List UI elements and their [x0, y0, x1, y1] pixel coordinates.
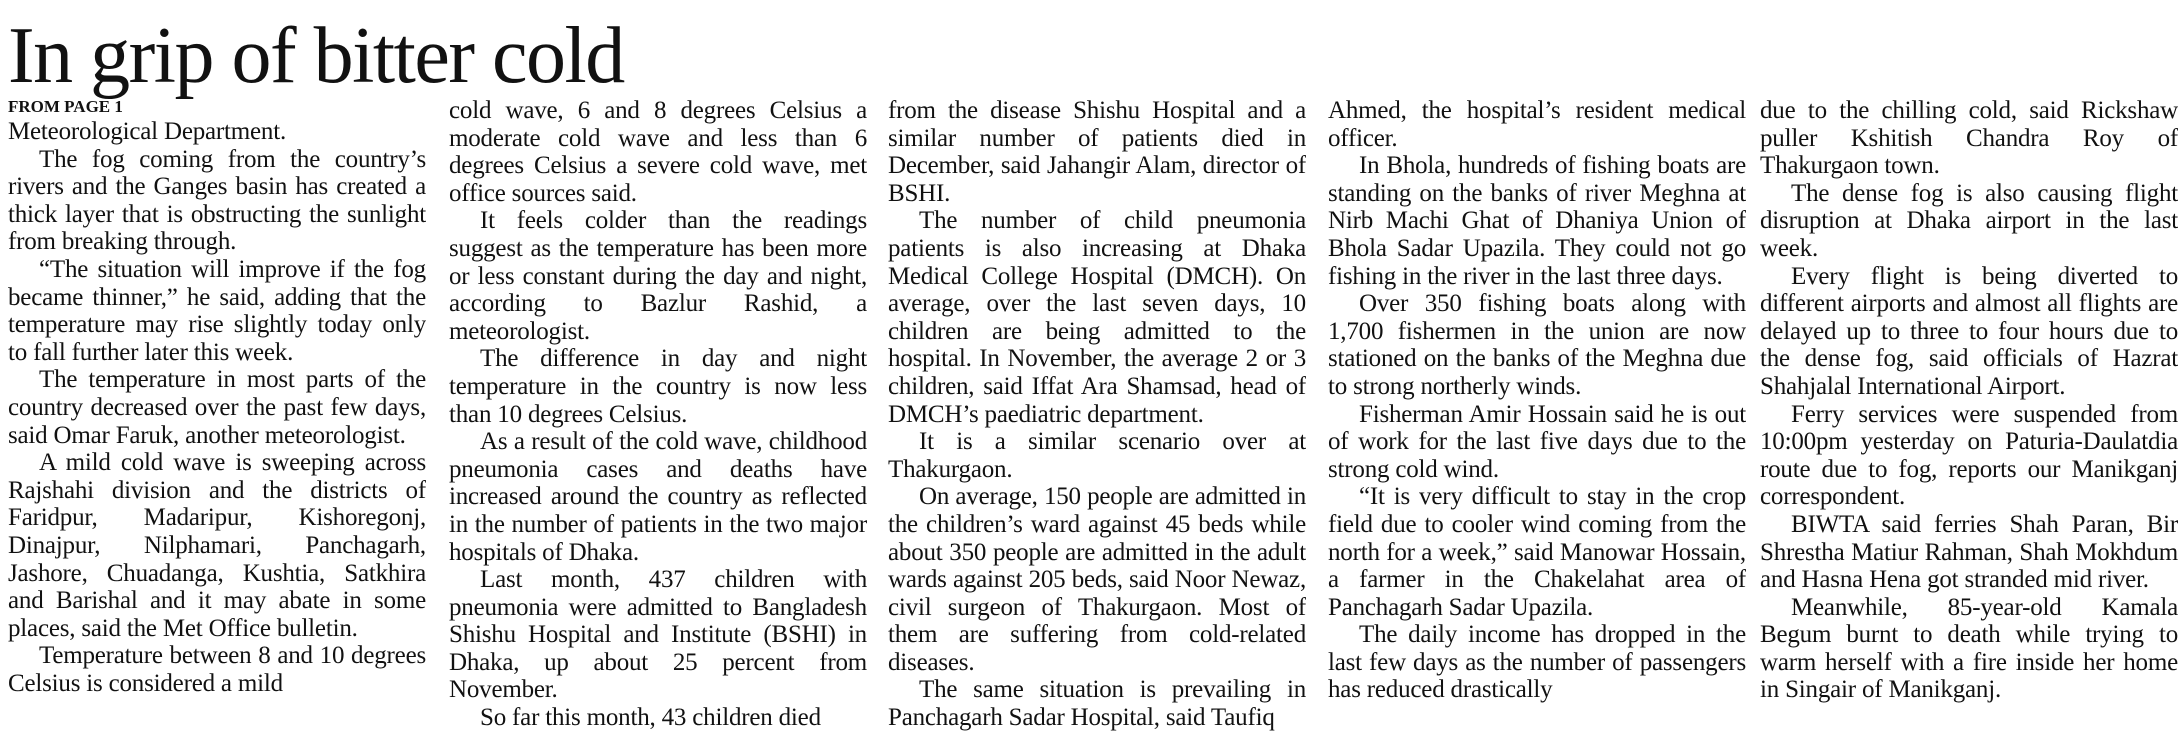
- paragraph: Fisherman Amir Hossain said he is out of work for the last five days due to the strong cold wind.: [1328, 400, 1746, 483]
- paragraph: due to the chilling cold, said Rickshaw puller Kshitish Chandra Roy of Thakurgaon town.: [1760, 97, 2178, 180]
- paragraph: Ahmed, the hospital’s resident medical officer.: [1328, 97, 1746, 152]
- paragraph: As a result of the cold wave, childhood pneumonia cases and deaths have increased around the country as reflected in the number of patients in the two major hospitals of Dhaka.: [449, 428, 867, 566]
- paragraph: It feels colder than the readings suggest as the temperature has been more or less constant during the day and night, according to Bazlur Rashid, a meteorologist.: [449, 207, 867, 345]
- paragraph: The difference in day and night temperature in the country is now less than 10 degrees Celsius.: [449, 345, 867, 428]
- paragraph: In Bhola, hundreds of fishing boats are standing on the banks of river Meghna at Nirb Machi Ghat of Dhaniya Union of Bhola Sadar Upazila. They could not go fishing in the river in the last three days.: [1328, 152, 1746, 290]
- paragraph: Temperature between 8 and 10 degrees Celsius is considered a mild: [8, 642, 426, 697]
- article-body: [8, 97, 2176, 749]
- jump-line: FROM PAGE 1: [8, 97, 123, 116]
- paragraph: The temperature in most parts of the country decreased over the past few days, said Omar Faruk, another meteorologist.: [8, 366, 426, 449]
- paragraph: The daily income has dropped in the last few days as the number of passengers has reduced drastically: [1328, 621, 1746, 704]
- paragraph: The same situation is prevailing in Panchagarh Sadar Hospital, said Taufiq: [888, 676, 1306, 732]
- paragraph: A mild cold wave is sweeping across Rajshahi division and the districts of Faridpur, Madaripur, Kishoregonj, Dinajpur, Nilphamari, Panchagarh, Jashore, Chuadanga, Kushtia, Satkhira and Barishal and it may abate in some places, said the Met Office bulletin.: [8, 449, 426, 642]
- column-2: [449, 97, 867, 749]
- paragraph: The dense fog is also causing flight disruption at Dhaka airport in the last week.: [1760, 179, 2178, 262]
- paragraph: from the disease Shishu Hospital and a similar number of patients died in December, said Jahangir Alam, director of BSHI.: [888, 97, 1306, 207]
- paragraph: It is a similar scenario over at Thakurgaon.: [888, 428, 1306, 483]
- paragraph: BIWTA said ferries Shah Paran, Bir Shrestha Matiur Rahman, Shah Mokhdum and Hasna Hena got stranded mid river.: [1760, 510, 2178, 594]
- paragraph: “The situation will improve if the fog became thinner,” he said, adding that the temperature may rise slightly today only to fall further later this week.: [8, 255, 426, 366]
- paragraph: Meanwhile, 85-year-old Kamala Begum burnt to death while trying to warm herself with a fire inside her home in Singair of Manikganj.: [1760, 593, 2178, 704]
- paragraph: Last month, 437 children with pneumonia were admitted to Bangladesh Shishu Hospital and Institute (BSHI) in Dhaka, up about 25 percent from November.: [449, 566, 867, 704]
- paragraph: On average, 150 people are admitted in the children’s ward against 45 beds while about 350 people are admitted in the adult wards against 205 beds, said Noor Newaz, civil surgeon of Thakurgaon. Most of them are suffering from cold-related diseases.: [888, 483, 1306, 676]
- paragraph: Over 350 fishing boats along with 1,700 fishermen in the union are now stationed on the banks of the Meghna due to strong northerly winds.: [1328, 290, 1746, 400]
- column-1: [8, 97, 426, 749]
- column-3: [888, 97, 1306, 749]
- paragraph: “It is very difficult to stay in the crop field due to cooler wind coming from the north for a week,” said Manowar Hossain, a farmer in the Chakelahat area of Panchagarh Sadar Upazila.: [1328, 483, 1746, 621]
- headline: In grip of bitter cold: [8, 12, 624, 100]
- paragraph: Ferry services were suspended from 10:00pm yesterday on Paturia-Daulatdia route due to fog, reports our Manikganj correspondent.: [1760, 400, 2178, 511]
- paragraph: The number of child pneumonia patients is also increasing at Dhaka Medical College Hospital (DMCH). On average, over the last seven days, 10 children are being admitted to the hospital. In November, the average 2 or 3 children, said Iffat Ara Shamsad, head of DMCH’s paediatric department.: [888, 207, 1306, 428]
- paragraph: Every flight is being diverted to different airports and almost all flights are delayed up to three to four hours due to the dense fog, said officials of Hazrat Shahjalal International Airport.: [1760, 262, 2178, 400]
- paragraph: The fog coming from the country’s rivers and the Ganges basin has created a thick layer that is obstructing the sunlight from breaking through.: [8, 145, 426, 256]
- column-5: [1760, 97, 2178, 749]
- column-4: [1328, 97, 1746, 749]
- paragraph: cold wave, 6 and 8 degrees Celsius a moderate cold wave and less than 6 degrees Celsius a severe cold wave, met office sources said.: [449, 97, 867, 207]
- paragraph: So far this month, 43 children died: [480, 704, 821, 732]
- paragraph: Meteorological Department.: [8, 118, 287, 145]
